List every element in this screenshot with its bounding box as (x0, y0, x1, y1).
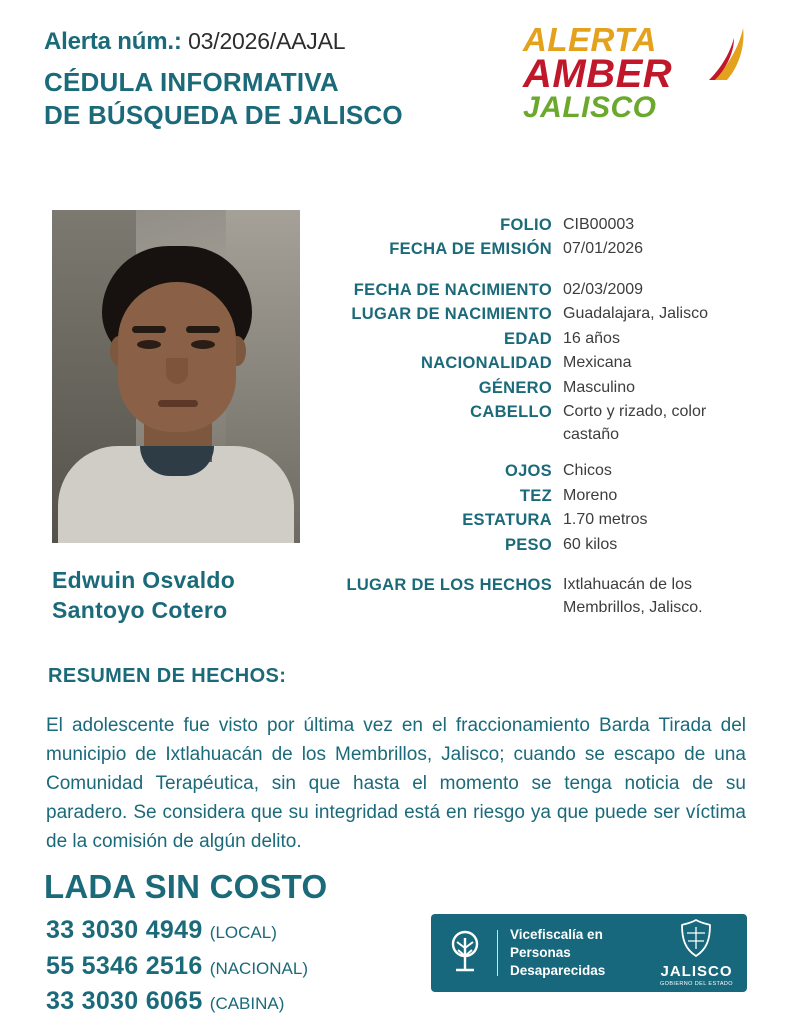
record-label: OJOS (504, 462, 552, 481)
shield-icon (679, 919, 713, 957)
record-value: 07/01/2026 (563, 240, 644, 258)
phone-number[interactable]: 33 3030 4949 (46, 916, 203, 944)
record-label: EDAD (504, 329, 552, 348)
photo-face (118, 282, 236, 432)
record-row-peso (318, 534, 748, 557)
record-row-fecha-nacimiento (318, 279, 748, 302)
summary-title: RESUMEN DE HECHOS: (48, 665, 287, 687)
phone-tag: (CABINA) (209, 994, 285, 1013)
jalisco-seal (654, 919, 733, 987)
photo-mouth (158, 400, 198, 407)
record-label: LUGAR DE LOS HECHOS (346, 576, 552, 595)
photo-block (52, 210, 312, 626)
jalisco-subtitle: GOBIERNO DEL ESTADO (659, 981, 733, 987)
record-value: Ixtlahuacán de los Membrillos, Jalisco. (563, 576, 703, 616)
record-row-lugar-hechos (318, 574, 748, 619)
tree-icon (445, 930, 485, 976)
record-label: NACIONALIDAD (420, 354, 552, 373)
record-row-nacionalidad (318, 352, 748, 375)
badge-divider (497, 930, 498, 976)
page-title-line2: DE BÚSQUEDA DE JALISCO (44, 100, 403, 131)
summary-text: El adolescente fue visto por última vez en el fraccionamiento Barda Tirada del municipio de Ixtlahuacán de los Membrillos, Jalisco; cuando se escapo de una Comunidad Terapéutica, sin que hasta el momento se tenga noticia de su paradero. Se considera que su integridad está en riesgo ya que puede ser víctima de la comisión de algún delito. (46, 715, 746, 852)
record-label: LUGAR DE NACIMIENTO (351, 305, 552, 324)
record-label: GÉNERO (478, 378, 552, 397)
record-row-fecha-emision (318, 238, 748, 261)
record-row-folio (318, 214, 748, 237)
record-row-genero (318, 377, 748, 400)
badge-text-line1: Vicefiscalía en (510, 927, 603, 943)
photo-nose (166, 358, 188, 384)
record-label: ESTATURA (462, 511, 552, 530)
photo-brow-left (132, 326, 166, 333)
record-value: Masculino (563, 378, 636, 396)
logo-line-jalisco: JALISCO (523, 91, 657, 125)
record-row-edad (318, 328, 748, 351)
phone-row-local[interactable] (46, 913, 308, 949)
photo-eye-right (191, 340, 215, 349)
amber-swoosh-icon (709, 26, 749, 82)
phone-row-nacional[interactable] (46, 949, 308, 985)
alert-number-value: 03/2026/AAJAL (188, 28, 346, 54)
record-row-lugar-nacimiento (318, 303, 748, 326)
record-value: Guadalajara, Jalisco (563, 305, 708, 323)
document-header (0, 0, 787, 170)
phone-number[interactable]: 33 3030 6065 (46, 987, 203, 1015)
badge-text (510, 926, 654, 979)
record-value: 02/03/2009 (563, 280, 644, 298)
record-value: Corto y rizado, color castaño (563, 402, 707, 443)
record-label: FOLIO (500, 216, 552, 234)
phone-list (46, 913, 308, 1020)
photo-eye-left (137, 340, 161, 349)
logo-line-amber: AMBER (523, 52, 673, 97)
record-row-cabello (318, 401, 748, 446)
record-value: 1.70 metros (563, 511, 648, 529)
record-value: Mexicana (563, 354, 632, 372)
government-badge (431, 914, 747, 992)
phone-tag: (NACIONAL) (209, 958, 309, 978)
phone-tag: (LOCAL) (209, 923, 277, 942)
record-value: 60 kilos (563, 535, 618, 553)
alerta-amber-logo (523, 21, 743, 125)
page-title-line1: CÉDULA INFORMATIVA (44, 67, 339, 97)
badge-text-line2: Personas Desaparecidas (510, 945, 606, 978)
toll-free-title: LADA SIN COSTO (44, 868, 328, 905)
jalisco-name: JALISCO (660, 963, 733, 980)
section-spacer (318, 263, 748, 279)
section-spacer (318, 447, 748, 460)
logo-line-alerta: ALERTA (523, 21, 657, 58)
person-name-line1: Edwuin Osvaldo (52, 567, 236, 593)
record-value: Chicos (563, 462, 612, 480)
record-value: Moreno (563, 486, 618, 504)
record-row-ojos (318, 460, 748, 483)
record-label: TEZ (519, 486, 552, 505)
record-details (318, 214, 748, 621)
record-label: FECHA DE EMISIÓN (389, 240, 552, 259)
photo-brow-right (186, 326, 220, 333)
section-spacer (318, 558, 748, 574)
record-row-estatura (318, 509, 748, 532)
record-value: 16 años (563, 329, 620, 347)
record-label: FECHA DE NACIMIENTO (353, 280, 552, 299)
person-name-line2: Santoyo Cotero (52, 597, 228, 624)
record-row-tez (318, 485, 748, 508)
alert-number-label: Alerta núm.: (44, 28, 182, 55)
phone-row-cabina[interactable] (46, 984, 308, 1020)
record-label: PESO (504, 535, 552, 554)
record-label: CABELLO (470, 402, 552, 421)
record-value: CIB00003 (563, 216, 635, 233)
person-name (52, 565, 312, 626)
phone-number[interactable]: 55 5346 2516 (46, 951, 203, 980)
person-photo (52, 210, 300, 543)
